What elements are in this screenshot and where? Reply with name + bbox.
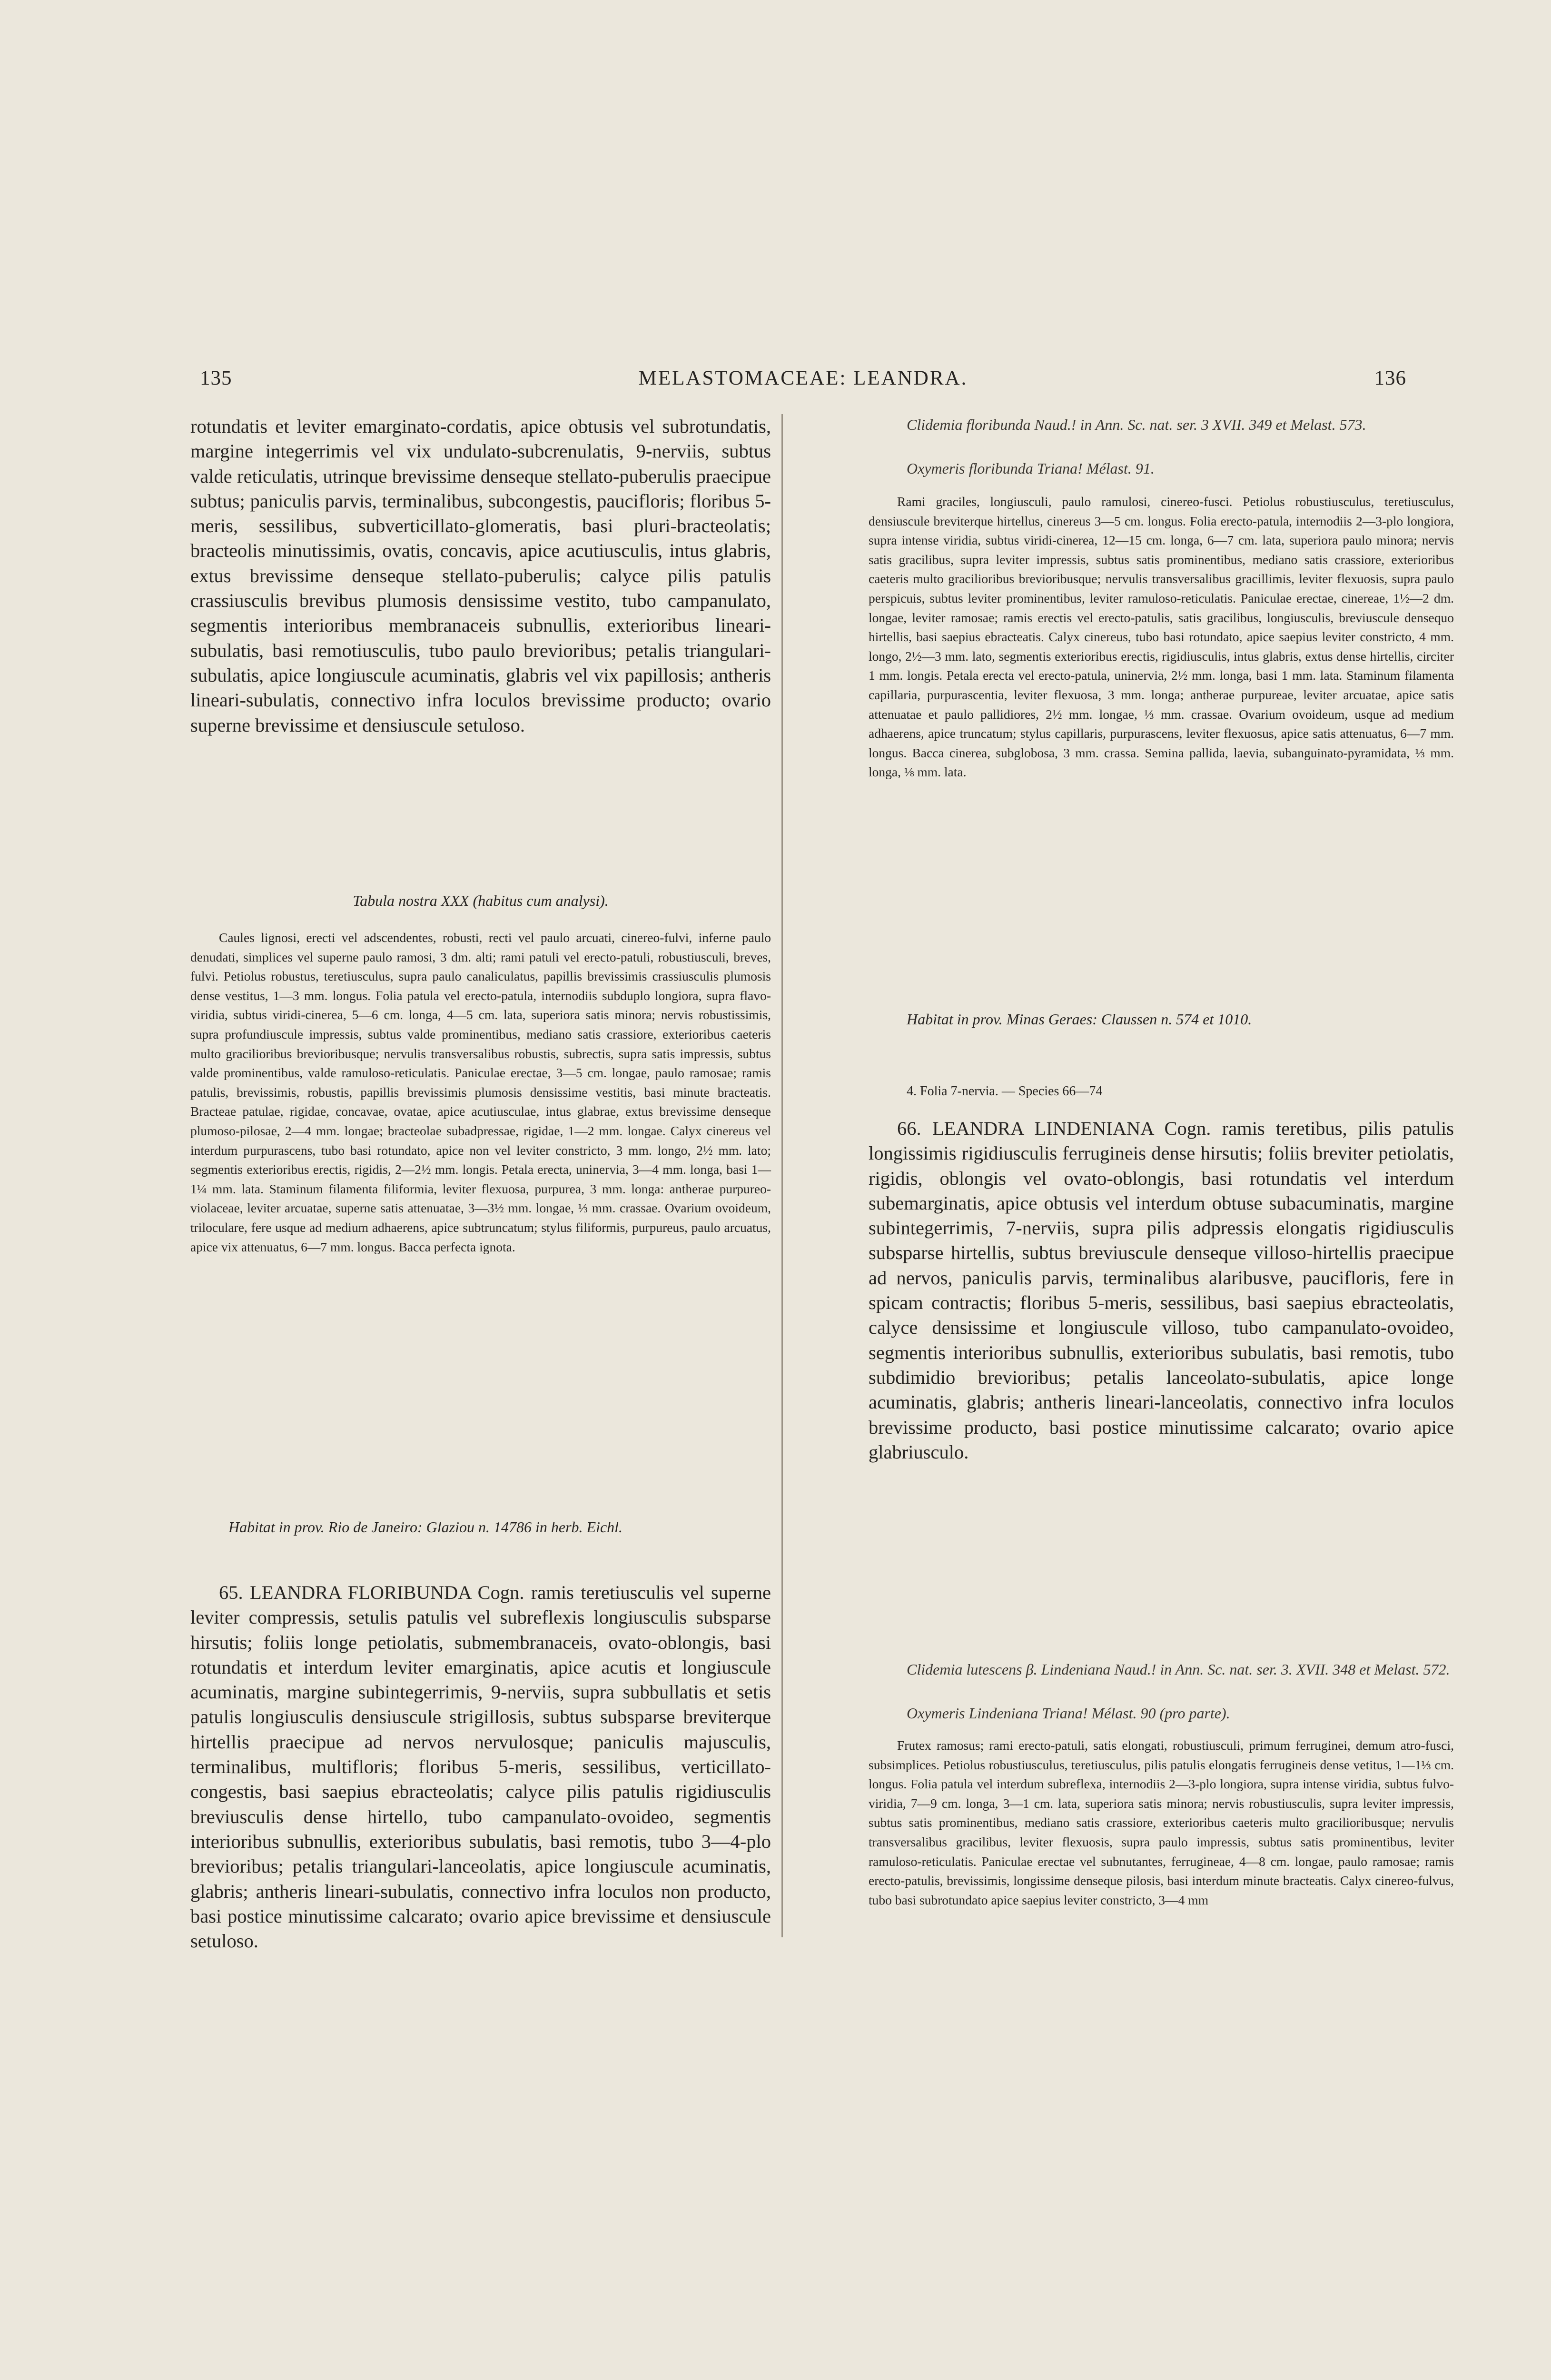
species-65-synonym-2: Oxymeris floribunda Triana! Mélast. 91. xyxy=(907,460,1155,477)
species-65-habitat: Habitat in prov. Minas Geraes: Claussen n. 574 et 1010. xyxy=(907,1011,1252,1028)
species-65-diagnosis: 65. LEANDRA FLORIBUNDA Cogn. ramis teretiusculis vel superne leviter compressis, setulis patulis vel subreflexis longiusculis subsparse hirsutis; foliis longe petiolatis, submembranaceis, ovato-oblongis, basi rotundatis et interdum leviter emarginatis, apice acutis et longiuscule acuminatis, margine subintegerrimis, 9-nerviis, supra subbullatis et setis patulis longiusculis densiuscule strigillosis, subtus subsparse breviterque hirtellis praecipue ad nervos nervulosque; paniculis majusculis, terminalibus, multifloris; floribus 5-meris, sessilibus, verticillato-congestis, basi saepius ebracteolatis; calyce pilis patulis rigidiusculis breviusculis dense hirtello, tubo campanulato-ovoideo, segmentis interioribus subnullis, exterioribus subulatis, basi remotis, tubo 3—4-plo brevioribus; petalis triangulari-lanceolatis, apice longiuscule acuminatis, glabris; antheris lineari-subulatis, connectivo infra loculos non producto, basi postice minutissime calcarato; ovario apice brevissime et densiuscule setuloso. xyxy=(190,1582,771,1952)
plate-reference: Tabula nostra XXX (habitus cum analysi). xyxy=(353,892,609,909)
left-column xyxy=(190,414,771,1954)
species-64-description-end: rotundatis et leviter emarginato-cordatis, apice obtusis vel subrotundatis, margine integerrimis vel vix undulato-subcrenulatis, 9-nerviis, subtus valde reticulatis, utrinque brevissime denseque stellato-puberulis praecipue subtus; paniculis parvis, terminalibus, subcongestis, paucifloris; floribus 5-meris, sessilibus, subverticillato-glomeratis, basi pluri-bracteolatis; bracteolis minutissimis, ovatis, concavis, apice acutiusculis, intus glabris, extus brevissime denseque stellato-puberulis; calyce pilis patulis crassiusculis brevibus plumosis densissime vestito, tubo campanulato, segmentis interioribus membranaceis subnullis, exterioribus lineari-subulatis, basi remotiusculis, tubo paulo brevioribus; petalis triangulari-subulatis, apice longiuscule acuminatis, glabris vel vix papillosis; antheris lineari-subulatis, connectivo infra loculos brevissime producto; ovario superne brevissime et densiuscule setuloso. xyxy=(190,416,771,736)
key-heading: 4. Folia 7-nervia. — Species 66—74 xyxy=(907,1084,1103,1099)
running-title: MELASTOMACEAE: LEANDRA. xyxy=(638,367,968,389)
page-number-left: 135 xyxy=(200,367,232,389)
column-divider xyxy=(781,414,783,1937)
species-65-detailed-description: Rami graciles, longiusculi, paulo ramulosi, cinereo-fusci. Petiolus robustiusculus, teretiusculus, densiuscule breviterque hirtellus, cinereus 3—5 cm. longus. Folia erecto-patula, internodiis 2—3-plo longiora, supra intense viridia, subtus viridi-cinerea, 12—15 cm. longa, 6—7 cm. lata, superiora paulo minora; nervis satis gracilibus, supra leviter impressis, subtus satis prominentibus, mediano satis crassiore, exterioribus caeteris multo gracilioribus brevioribusque; nervulis transversalibus gracillimis, leviter flexuosis, supra paulo perspicuis, subtus leviter prominentibus, leviter ramuloso-reticulatis. Paniculae erectae, cinereae, 1½—2 dm. longae, leviter ramosae; ramis erectis vel erecto-patulis, satis gracilibus, longiusculis, breviuscule densequo hirtellis, basi saepius ebracteatis. Calyx cinereus, tubo basi rotundato, apice saepius leviter constricto, 4 mm. longo, 2½—3 mm. lato, segmentis exterioribus erectis, rigidiusculis, intus glabris, extus dense hirtellis, circiter 1 mm. longis. Petala erecta vel erecto-patula, uninervia, 2½ mm. longa, basi 1 mm. lata. Staminum filamenta capillaria, purpurascentia, leviter flexuosa, 3 mm. longa; antherae purpureae, leviter arcuatae, apice satis attenuatae et paulo pallidiores, 2½ mm. longae, ⅓ mm. crassae. Ovarium ovoideum, usque ad medium adhaerens, apice truncatum; stylus capillaris, purpurascens, leviter flexuosus, apice satis attenuatus, 6—7 mm. longus. Bacca cinerea, subglobosa, 3 mm. crassa. Semina pallida, laevia, subanguinato-pyramidata, ⅓ mm. longa, ⅛ mm. lata. xyxy=(869,494,1454,780)
right-column xyxy=(869,414,1454,1910)
species-65-synonym-1: Clidemia floribunda Naud.! in Ann. Sc. nat. ser. 3 XVII. 349 et Melast. 573. xyxy=(907,416,1366,433)
species-66-synonym-2: Oxymeris Lindeniana Triana! Mélast. 90 (pro parte). xyxy=(907,1705,1230,1722)
species-66-detailed-description: Frutex ramosus; rami erecto-patuli, satis elongati, robustiusculi, primum ferruginei, demum atro-fusci, subsimplices. Petiolus robustiusculus, teretiusculus, pilis patulis elongatis ferrugineis dense vetitus, 1—1⅓ cm. longus. Folia patula vel interdum subreflexa, internodiis 2—3-plo longiora, supra intense viridia, subtus fulvo-viridia, 7—9 cm. longa, 3—1 cm. lata, superiora satis minora; nervis robustiusculis, supra leviter impressis, subtus satis prominentibus, mediano satis crassiore, exterioribus caeteris multo gracilioribusque; nervulis transversalibus gracilibus, leviter flexuosis, supra paulo impressis, subtus satis prominentibus, leviter ramuloso-reticulatis. Paniculae erectae vel subnutantes, ferrugineae, 4—8 cm. longae, paulo ramosae; ramis erecto-patulis, brevissimis, longissime denseque pilosis, basi interdum minute bracteatis. Calyx cinereo-fulvus, tubo basi subrotundato apice saepius leviter constricto, 3—4 mm xyxy=(869,1738,1454,1907)
page-number-right: 136 xyxy=(1374,367,1406,389)
running-header xyxy=(200,367,1406,400)
species-66-diagnosis: 66. LEANDRA LINDENIANA Cogn. ramis teretibus, pilis patulis longissimis rigidiusculis ferrugineis dense hirsutis; foliis breviter petiolatis, rigidis, oblongis vel ovato-oblongis, basi rotundatis vel interdum subemarginatis, apice obtusis vel interdum obtuse subacuminatis, margine subintegerrimis, 7-nerviis, supra pilis adpressis elongatis rigidiusculis subsparse hirtellis, subtus breviuscule denseque villoso-hirtellis praecipue ad nervos, paniculis parvis, terminalibus alaribusve, paucifloris, fere in spicam contractis; floribus 5-meris, sessilibus, basi saepius ebracteolatis, calyce densissime et longiuscule villoso, tubo campanulato-ovoideo, segmentis interioribus subnullis, exterioribus subulatis, basi remotis, tubo subdimidio brevioribus; petalis lanceolato-subulatis, apice longe acuminatis, glabris; antheris lineari-lanceolatis, connectivo infra loculos brevissime producto, basi postice minutissime calcarato; ovario apice glabriusculo. xyxy=(869,1118,1454,1463)
species-66-synonym-1: Clidemia lutescens β. Lindeniana Naud.! in Ann. Sc. nat. ser. 3. XVII. 348 et Melast. 572. xyxy=(907,1661,1450,1678)
species-64-habitat: Habitat in prov. Rio de Janeiro: Glaziou n. 14786 in herb. Eichl. xyxy=(228,1518,623,1536)
species-64-detailed-description: Caules lignosi, erecti vel adscendentes, robusti, recti vel paulo arcuati, cinereo-fulvi, inferne paulo denudati, simplices vel superne paulo ramosi, 3 dm. alti; rami patuli vel erecto-patuli, robustiusculi, breves, fulvi. Petiolus robustus, teretiusculus, supra paulo canaliculatus, papillis brevissimis crassiusculis plumosis dense vestitus, 1—3 mm. longus. Folia patula vel erecto-patula, internodiis subduplo longiora, supra flavo-viridia, subtus viridi-cinerea, 5—6 cm. longa, 4—5 cm. lata, superiora satis minora; nervis robustissimis, supra profundiuscule impressis, subtus valde prominentibus, mediano satis crassiore, exterioribus caeteris multo gracilioribus brevioribusque; nervulis transversalibus robustis, subrectis, supra satis impressis, subtus valde prominentibus, valde ramuloso-reticulatis. Paniculae erectae, 3—5 cm. longae, paulo ramosae; ramis patulis, brevissimis, robustis, papillis brevissimis plumosis densissime vestitis, basi minute bracteatis. Bracteae patulae, rigidae, concavae, ovatae, apice acutiusculae, intus glabrae, extus brevissime denseque plumoso-pilosae, 2—4 mm. longae; bracteolae subadpressae, rigidae, 1—2 mm. longae. Calyx cinereus vel interdum purpurascens, tubo basi rotundato, apice non vel leviter constricto, 3 mm. longo, 2½ mm. lato; segmentis exterioribus erectis, rigidis, 2—2½ mm. longis. Petala erecta, uninervia, 3—4 mm. longa, basi 1—1¼ mm. lata. Staminum filamenta filiformia, leviter flexuosa, purpurea, 3 mm. longa: antherae purpureo-violaceae, leviter arcuatae, superne satis attenuatae, 3—3½ mm. longae, ⅓ mm. crassae. Ovarium ovoideum, triloculare, fere usque ad medium adhaerens, apice subtruncatum; stylus filiformis, purpureus, paulo arcuatus, apice vix attenuatus, 6—7 mm. longus. Bacca perfecta ignota. xyxy=(190,930,771,1254)
